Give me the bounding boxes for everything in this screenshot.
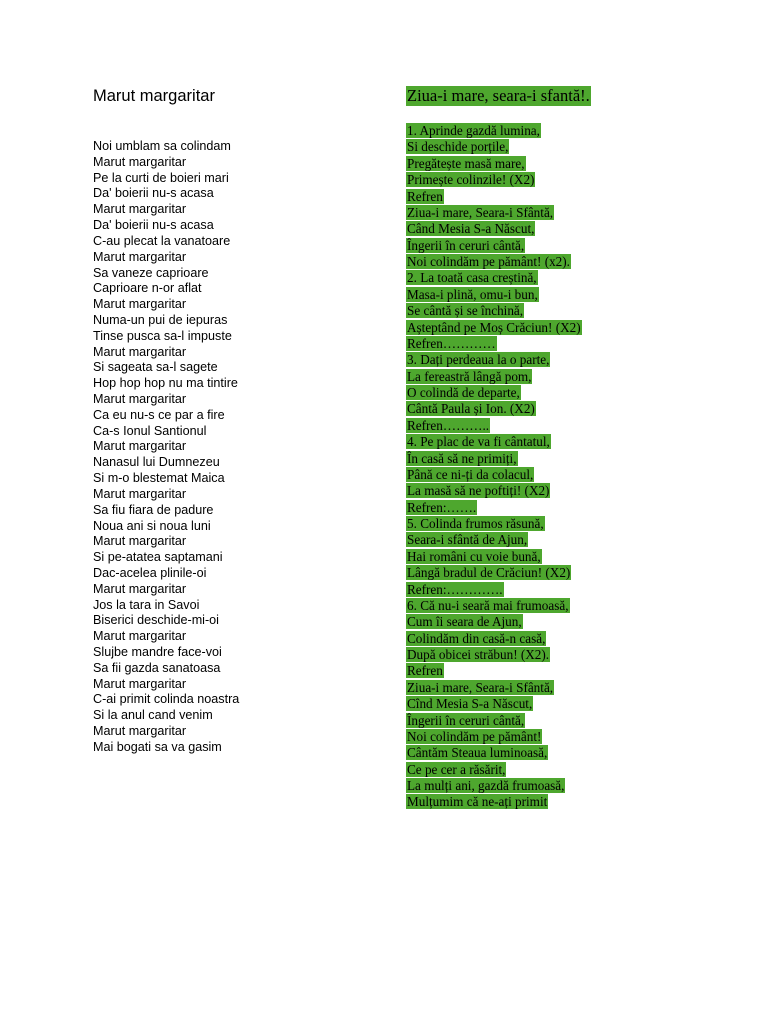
lyric-line: Noi umblam sa colindam: [93, 139, 231, 153]
highlighted-lyric-line: Masa-i plină, omu-i bun,: [407, 286, 538, 302]
highlighted-lyric-line: Primește colinzile! (X2): [407, 172, 535, 188]
lyric-line: Nanasul lui Dumnezeu: [93, 455, 220, 470]
highlighted-lyric-line: Si deschide porțile,: [407, 139, 509, 155]
lyric-line-row: [406, 123, 746, 139]
highlighted-lyric-line: Așteptând pe Moș Crăciun! (X2): [407, 319, 581, 335]
highlighted-lyric-line: Ziua-i mare, Seara-i Sfântă,: [407, 204, 554, 220]
lyric-line: C-ai primit colinda noastra: [93, 692, 240, 707]
lyric-line: Jos la tara in Savoi: [93, 597, 200, 612]
lyric-line-row: [406, 320, 746, 336]
highlighted-lyric-line: La mulți ani, gazdă frumoasă,: [407, 778, 565, 793]
highlighted-lyric-line: Cântă Paula și Ion. (X2): [407, 401, 535, 417]
highlighted-lyric-line: Noi colindăm pe pământ! (x2).: [407, 254, 570, 269]
lyric-line: Hop hop hop nu ma tintire: [93, 376, 238, 391]
highlighted-lyric-line: Colindăm din casă-n casă,: [407, 630, 546, 646]
highlighted-lyric-line: Lângă bradul de Crăciun! (X2): [407, 565, 571, 581]
lyric-line-row: [406, 467, 746, 483]
carol-marut-margaritar: [93, 86, 383, 756]
lyric-line: Mai bogati sa va gasim: [93, 739, 222, 754]
highlighted-lyric-line: Îngerii în ceruri cântă,: [407, 237, 525, 253]
lyric-line-row: [406, 418, 746, 434]
lyric-line-row: [406, 532, 746, 548]
lyric-line: Marut margaritar: [93, 486, 187, 501]
highlighted-lyric-line: Cînd Mesia S-a Născut,: [407, 696, 533, 712]
highlighted-lyric-line: Pregătește masă mare,: [407, 155, 525, 171]
lyric-line: Caprioare n-or aflat: [93, 281, 202, 296]
lyric-line: Marut margaritar: [93, 629, 187, 644]
lyric-line-row: [406, 598, 746, 614]
lyric-line-row: [406, 238, 746, 254]
lyric-line-row: [406, 401, 746, 417]
highlighted-lyric-line: După obicei străbun! (X2).: [407, 647, 550, 662]
lyric-line: Sa fii gazda sanatoasa: [93, 660, 221, 675]
highlighted-lyric-line: La masă să ne poftiți! (X2): [407, 483, 550, 499]
lyric-line: Marut margaritar: [93, 154, 187, 169]
lyric-line-row: [406, 434, 746, 450]
lyric-line: Marut margaritar: [93, 202, 187, 217]
highlighted-lyric-line: Ce pe cer a răsărit,: [407, 761, 506, 777]
lyric-line-row: [406, 156, 746, 172]
lyric-line: Tinse pusca sa-l impuste: [93, 328, 232, 343]
left-carol-title: Marut margaritar: [93, 87, 215, 105]
lyric-line: Marut margaritar: [93, 297, 187, 312]
lyric-line-row: [406, 794, 746, 810]
lyric-line-row: [406, 713, 746, 729]
lyric-line-row: [406, 369, 746, 385]
lyric-line: Marut margaritar: [93, 724, 187, 739]
lyric-line: Sa vaneze caprioare: [93, 265, 209, 280]
highlighted-lyric-line: Ziua-i mare, Seara-i Sfântă,: [407, 679, 554, 695]
lyric-line: Numa-un pui de iepuras: [93, 312, 228, 327]
lyric-line: Da' boierii nu-s acasa: [93, 186, 214, 201]
lyric-line-row: [406, 385, 746, 401]
lyric-line-row: [406, 631, 746, 647]
lyric-line: Marut margaritar: [93, 534, 187, 549]
highlighted-lyric-line: Se cântă și se închină,: [407, 303, 524, 319]
lyric-line: C-au plecat la vanatoare: [93, 233, 231, 248]
lyric-line: Slujbe mandre face-voi: [93, 645, 222, 659]
highlighted-lyric-line: Seara-i sfântă de Ajun,: [407, 532, 528, 548]
highlighted-lyric-line: Îngerii în ceruri cântă,: [407, 712, 525, 728]
carol-ziua-i-mare: [406, 86, 746, 811]
lyric-line-row: [406, 680, 746, 696]
lyric-line-row: [406, 778, 746, 794]
highlighted-lyric-line: Refren:………….: [407, 581, 503, 597]
lyric-line-row: [406, 352, 746, 368]
lyric-line-row: [406, 729, 746, 745]
highlighted-lyric-line: Refren:…….: [407, 499, 477, 515]
lyric-line: Sa fiu fiara de padure: [93, 502, 214, 517]
lyric-line-row: [406, 270, 746, 286]
lyric-line-row: [406, 565, 746, 581]
right-carol-lyrics: [406, 123, 746, 811]
lyric-line: Da' boierii nu-s acasa: [93, 218, 214, 233]
lyric-line-row: [406, 663, 746, 679]
highlighted-lyric-line: Refren: [407, 663, 443, 679]
highlighted-lyric-line: 4. Pe plac de va fi cântatul,: [407, 434, 550, 450]
right-carol-title: Ziua-i mare, seara-i sfantă!.: [407, 86, 590, 105]
highlighted-lyric-line: Noi colindăm pe pământ!: [407, 728, 542, 744]
lyric-line-row: [406, 516, 746, 532]
lyric-line-row: [406, 205, 746, 221]
highlighted-lyric-line: Refren: [407, 188, 443, 204]
lyric-line-row: [406, 189, 746, 205]
highlighted-lyric-line: 2. La toată casa creștină,: [407, 270, 537, 286]
lyric-line-row: [406, 549, 746, 565]
lyric-line: Marut margaritar: [93, 249, 187, 264]
lyric-line-row: [406, 696, 746, 712]
lyric-line-row: [406, 745, 746, 761]
lyric-line-row: [406, 451, 746, 467]
lyric-line: Dac-acelea plinile-oi: [93, 565, 207, 580]
left-carol-lyrics: [93, 139, 383, 756]
lyric-line: Ca eu nu-s ce par a fire: [93, 407, 225, 422]
lyric-line: Marut margaritar: [93, 676, 187, 691]
lyric-line: Si la anul cand venim: [93, 708, 213, 723]
highlighted-lyric-line: În casă să ne primiți,: [407, 450, 517, 466]
lyric-line-row: [406, 172, 746, 188]
lyric-line: Noua ani si noua luni: [93, 518, 211, 533]
lyric-line: Biserici deschide-mi-oi: [93, 613, 219, 628]
highlighted-lyric-line: Refren………..: [407, 417, 490, 433]
highlighted-lyric-line: Cântăm Steaua luminoasă,: [407, 745, 548, 761]
lyric-line: Si sageata sa-l sagete: [93, 360, 218, 375]
lyric-line-row: [406, 336, 746, 352]
lyric-line: Pe la curti de boieri mari: [93, 170, 229, 185]
lyric-line: Ca-s Ionul Santionul: [93, 423, 207, 438]
highlighted-lyric-line: Până ce ni-ți da colacul,: [407, 466, 534, 482]
lyric-line-row: [406, 500, 746, 516]
lyric-line: Marut margaritar: [93, 344, 187, 359]
highlighted-lyric-line: 3. Dați perdeaua la o parte,: [407, 352, 550, 368]
highlighted-lyric-line: Când Mesia S-a Născut,: [407, 221, 535, 237]
lyric-line: Marut margaritar: [93, 439, 187, 454]
highlighted-lyric-line: Hai români cu voie bună,: [407, 548, 541, 564]
lyric-line-row: [406, 287, 746, 303]
lyric-line-row: [406, 221, 746, 237]
highlighted-lyric-line: La fereastră lângă pom,: [407, 368, 532, 384]
highlighted-lyric-line: Cum îi seara de Ajun,: [407, 614, 522, 630]
highlighted-lyric-line: 1. Aprinde gazdă lumina,: [407, 123, 540, 138]
lyric-line: Marut margaritar: [93, 392, 187, 406]
lyric-line-row: [406, 254, 746, 270]
lyric-line-row: [406, 647, 746, 663]
highlighted-lyric-line: 5. Colinda frumos răsună,: [407, 516, 544, 531]
highlighted-lyric-line: Mulțumim că ne-ați primit: [407, 794, 548, 810]
lyric-line-row: [406, 483, 746, 499]
lyric-line: Marut margaritar: [93, 581, 187, 596]
highlighted-lyric-line: O colindă de departe,: [407, 385, 520, 400]
highlighted-lyric-line: Refren…………: [407, 335, 496, 351]
lyric-line: Si m-o blestemat Maica: [93, 471, 225, 486]
highlighted-lyric-line: 6. Că nu-i seară mai frumoasă,: [407, 597, 569, 613]
lyric-line-row: [406, 762, 746, 778]
lyric-line-row: [406, 303, 746, 319]
lyric-line-row: [406, 614, 746, 630]
lyric-line: Si pe-atatea saptamani: [93, 550, 223, 565]
lyric-line-row: [406, 582, 746, 598]
lyric-line-row: [406, 139, 746, 155]
